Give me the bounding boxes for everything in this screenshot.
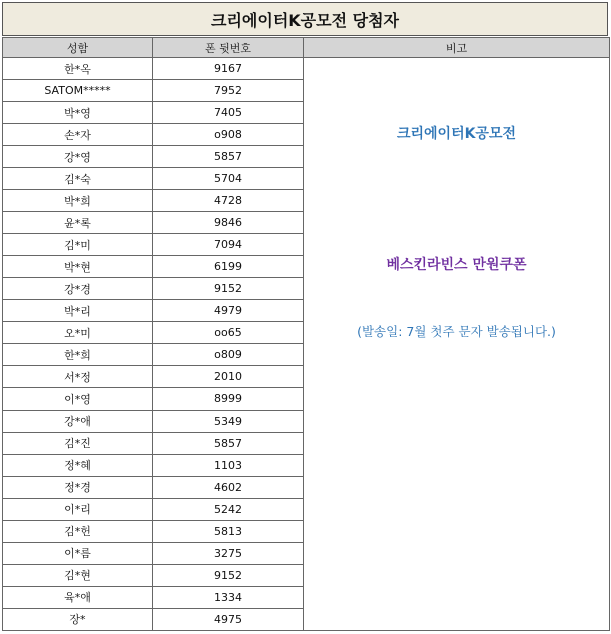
winner-name-cell: 육*애 [3, 586, 153, 608]
winner-name-cell: 김*현 [3, 564, 153, 586]
phone-last-digits-cell: 7094 [153, 234, 304, 256]
phone-last-digits-cell: 2010 [153, 366, 304, 388]
prize-note: 베스킨라빈스 만원쿠폰 [386, 257, 527, 273]
winners-table [2, 37, 610, 631]
winner-name-cell: 박*희 [3, 190, 153, 212]
column-header-name: 성함 [3, 38, 153, 58]
winner-name-cell: 이*름 [3, 542, 153, 564]
column-header-remarks: 비고 [304, 38, 610, 58]
column-header-phone: 폰 뒷번호 [153, 38, 304, 58]
phone-last-digits-cell: oo65 [153, 322, 304, 344]
winner-name-cell: 김*숙 [3, 168, 153, 190]
winner-name-cell: 강*경 [3, 278, 153, 300]
winner-name-cell: 장* [3, 608, 153, 630]
winner-name-cell: 김*미 [3, 234, 153, 256]
winner-name-cell: 박*리 [3, 300, 153, 322]
winner-name-cell: SATOM***** [3, 80, 153, 102]
winner-name-cell: 손*자 [3, 124, 153, 146]
phone-last-digits-cell: 9167 [153, 58, 304, 80]
phone-last-digits-cell: 6199 [153, 256, 304, 278]
winner-name-cell: 한*희 [3, 344, 153, 366]
winner-name-cell: 한*옥 [3, 58, 153, 80]
winner-name-cell: 서*정 [3, 366, 153, 388]
winner-name-cell: 강*영 [3, 146, 153, 168]
phone-last-digits-cell: 1103 [153, 454, 304, 476]
sheet-title: 크리에이터K공모전 당첨자 [2, 2, 608, 36]
table-row [3, 58, 610, 80]
phone-last-digits-cell: 9846 [153, 212, 304, 234]
remarks-cell [304, 58, 610, 631]
event-name-note: 크리에이터K공모전 [396, 126, 517, 142]
phone-last-digits-cell: 4975 [153, 608, 304, 630]
phone-last-digits-cell: 9152 [153, 278, 304, 300]
winner-name-cell: 정*혜 [3, 454, 153, 476]
winner-name-cell: 이*리 [3, 498, 153, 520]
winner-name-cell: 박*현 [3, 256, 153, 278]
phone-last-digits-cell: 8999 [153, 388, 304, 410]
phone-last-digits-cell: 5857 [153, 146, 304, 168]
header-row [3, 38, 610, 58]
phone-last-digits-cell: o908 [153, 124, 304, 146]
winner-name-cell: 김*헌 [3, 520, 153, 542]
winner-name-cell: 김*진 [3, 432, 153, 454]
phone-last-digits-cell: 4979 [153, 300, 304, 322]
winner-name-cell: 오*미 [3, 322, 153, 344]
phone-last-digits-cell: 3275 [153, 542, 304, 564]
winner-name-cell: 정*경 [3, 476, 153, 498]
phone-last-digits-cell: 7952 [153, 80, 304, 102]
phone-last-digits-cell: 5813 [153, 520, 304, 542]
phone-last-digits-cell: 4728 [153, 190, 304, 212]
delivery-notice: (발송일: 7월 첫주 문자 발송됩니다.) [357, 324, 556, 339]
phone-last-digits-cell: 5242 [153, 498, 304, 520]
phone-last-digits-cell: 5857 [153, 432, 304, 454]
phone-last-digits-cell: 7405 [153, 102, 304, 124]
remarks-box [304, 58, 609, 630]
phone-last-digits-cell: 1334 [153, 586, 304, 608]
phone-last-digits-cell: 4602 [153, 476, 304, 498]
phone-last-digits-cell: 5704 [153, 168, 304, 190]
phone-last-digits-cell: 9152 [153, 564, 304, 586]
winners-body [3, 58, 610, 631]
winner-name-cell: 박*영 [3, 102, 153, 124]
winner-name-cell: 강*애 [3, 410, 153, 432]
winner-name-cell: 윤*록 [3, 212, 153, 234]
phone-last-digits-cell: o809 [153, 344, 304, 366]
winner-name-cell: 이*영 [3, 388, 153, 410]
phone-last-digits-cell: 5349 [153, 410, 304, 432]
